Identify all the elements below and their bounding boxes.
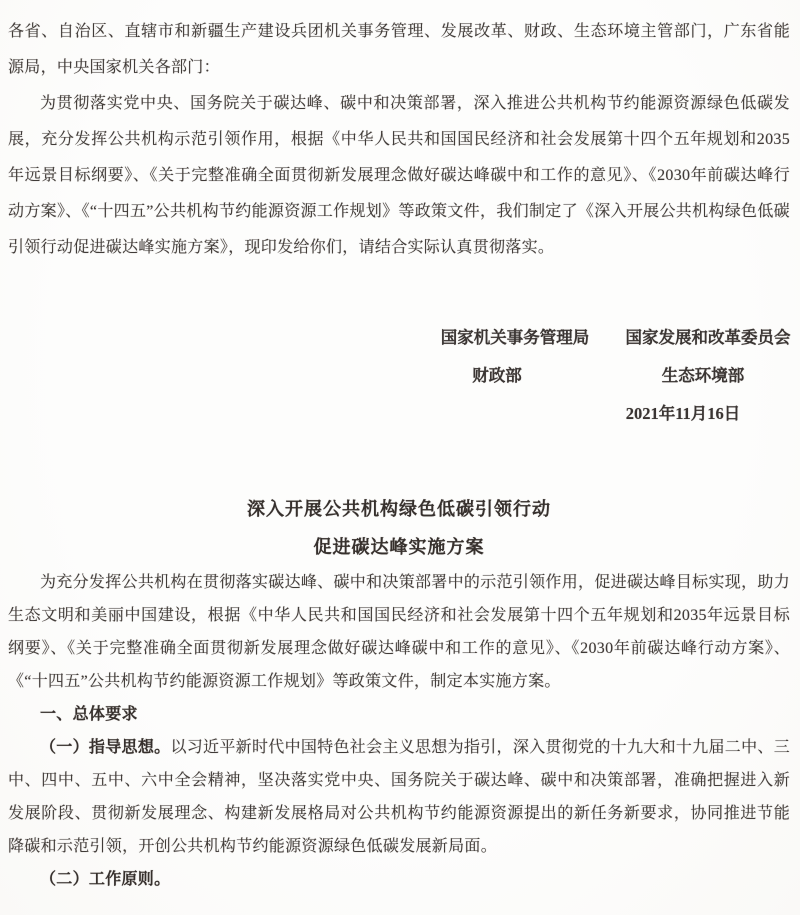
signature-date: 2021年11月16日 (625, 404, 741, 423)
recipients-line: 各省、自治区、直辖市和新疆生产建设兵团机关事务管理、发展改革、财政、生态环境主管部门，广东省能源局，中央国家机关各部门： (8, 23, 790, 76)
item-guiding-ideology-label: （一）指导思想。 (40, 739, 171, 756)
section-heading-overall-requirements: 一、总体要求 (40, 706, 138, 723)
signature-agency-ministry-of-finance: 财政部 (472, 366, 522, 385)
intro-paragraph: 为充分发挥公共机构在贯彻落实碳达峰、碳中和决策部署中的示范引领作用，促进碳达峰目标实现，助力生态文明和美丽中国建设，根据《中华人民共和国国民经济和社会发展第十四个五年规划和2035年远景目标纲要》、《关于完整准确全面贯彻新发展理念做好碳达峰碳中和工作的意见》、《2030年前碳达峰行动方案》、《“十四五”公共机构节约能源资源工作规划》等政策文件，制定本实施方案。 (8, 574, 790, 690)
signature-agency-gov-offices-administration: 国家机关事务管理局 (440, 328, 590, 347)
item-guiding-ideology-text: 以习近平新时代中国特色社会主义思想为指引，深入贯彻党的十九大和十九届二中、三中、四中、五中、六中全会精神，坚决落实党中央、国务院关于碳达峰、碳中和决策部署，准确把握进入新发展阶段、贯彻新发展理念、构建新发展格局对公共机构节约能源资源提出的新任务新要求，协同推进节能降碳和示范引领，开创公共机构节约能源资源绿色低碳发展新局面。 (8, 739, 790, 855)
notice-body-paragraph: 为贯彻落实党中央、国务院关于碳达峰、碳中和决策部署，深入推进公共机构节约能源资源绿色低碳发展，充分发挥公共机构示范引领作用，根据《中华人民共和国国民经济和社会发展第十四个五年规划和2035年远景目标纲要》、《关于完整准确全面贯彻新发展理念做好碳达峰碳中和工作的意见》、《2030年前碳达峰行动方案》、《“十四五”公共机构节约能源资源工作规划》等政策文件，我们制定了《深入开展公共机构绿色低碳引领行动促进碳达峰实施方案》，现印发给你们，请结合实际认真贯彻落实。 (8, 95, 790, 256)
signature-block (8, 324, 790, 436)
document-title (8, 490, 790, 566)
item-working-principles-label: （二）工作原则。 (40, 871, 171, 888)
document-title-line-1: 深入开展公共机构绿色低碳引领行动 (247, 499, 551, 519)
signature-agency-ndrc: 国家发展和改革委员会 (625, 328, 791, 347)
signature-agency-ministry-of-ecology: 生态环境部 (661, 366, 745, 385)
document-title-line-2: 促进碳达峰实施方案 (313, 537, 485, 557)
item-working-principles (8, 863, 790, 896)
item-guiding-ideology (8, 731, 790, 863)
